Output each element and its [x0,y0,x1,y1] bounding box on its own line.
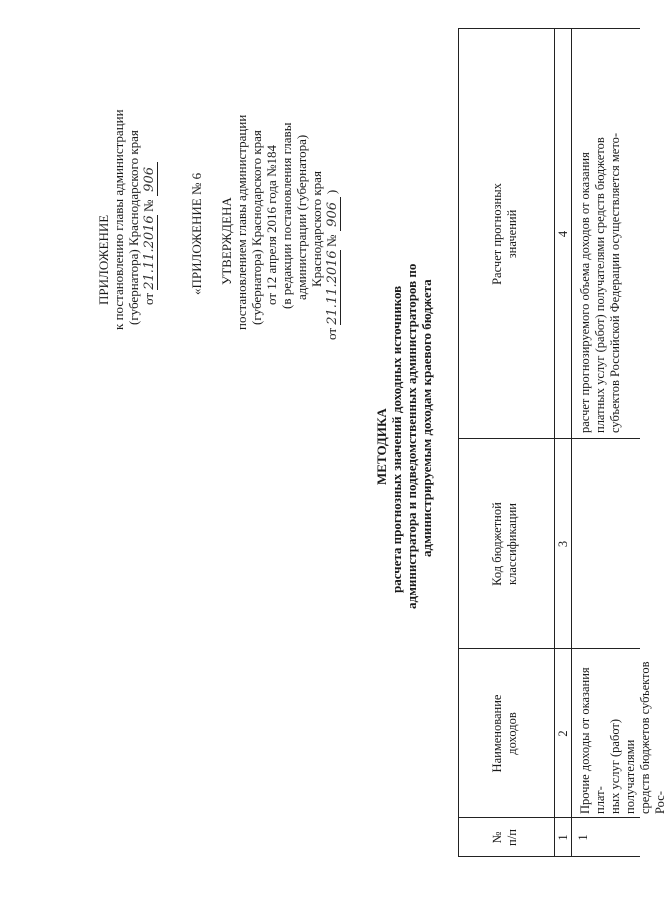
approval-line-2: (губернатора) Краснодарского края [249,130,264,325]
header-3-line-b: классификации [505,503,519,585]
header-3-line-a: Код бюджетной [490,502,504,586]
table-border-top [458,28,459,857]
appendix-date-line [141,162,158,305]
header-4-line-b: значений [505,209,519,259]
header-cell-4 [490,29,520,439]
appendix-date-handwritten: 21.11.2016 [142,215,157,290]
row-1-name-line-1: Прочие доходы от оказания плат- [578,667,607,814]
appendix-title: ПРИЛОЖЕНИЕ [96,214,111,305]
method-line-1: расчета прогнозных значений доходных источников [389,285,404,593]
header-2-line-a: Наименование [490,694,504,773]
header-1-line-a: № [490,831,504,844]
method-line-2: администратора и подведомственных администраторов по [404,263,419,609]
header-1-line-b: п/п [505,829,519,846]
approval-no: № [324,234,339,248]
approval-appendix-6: «ПРИЛОЖЕНИЕ № 6 [189,172,204,295]
approval-ot: от [324,327,339,340]
row-1-name-line-3: средств бюджетов субъектов Рос- [638,661,667,814]
approval-number-handwritten: 906 [325,197,341,231]
approval-line-1: постановлением главы администрации [234,114,249,330]
table-header-divider [554,28,555,857]
approval-line-5: администрации (губернатора) [294,134,309,300]
row-1-calculation [578,33,623,433]
header-2-line-b: доходов [505,712,519,755]
appendix-line-2: (губернатора) Краснодарского края [126,130,141,325]
appendix-line-1: к постановлению главы администрации [111,109,126,330]
methodology-table [458,28,667,857]
row-1-calc-line-2: платных услуг (работ) получателями средств бюджетов [593,137,607,433]
col-number-2: 2 [556,730,570,737]
table-border-right [458,28,640,29]
col-number-4: 4 [556,230,570,238]
row-1-number: 1 [576,834,590,841]
appendix-no: № [141,199,156,213]
col-number-1: 1 [556,834,570,841]
header-cell-2 [490,649,520,818]
table-number-row-divider [571,28,572,857]
approval-line-6: Краснодарского края [309,171,324,287]
header-cell-1 [490,818,520,857]
row-1-calc-line-3: субъектов Российской Федерации осуществляется мето- [608,132,622,433]
appendix-ot: от [141,292,156,305]
appendix-number-handwritten: 906 [142,162,158,196]
approval-line-4: (в редакции постановления главы [279,122,294,309]
approval-date-handwritten: 21.11.2016 [325,250,340,325]
table-divider-3 [458,438,640,439]
col-number-3: 3 [556,540,570,548]
method-line-3: администрируемым доходам краевого бюджета [419,279,434,557]
table-divider-2 [458,648,640,649]
method-title: МЕТОДИКА [374,408,389,485]
approval-date-line [324,190,341,340]
table-border-left [458,856,640,857]
row-1-name-line-2: ных услуг (работ) получателями [608,718,637,814]
table-divider-1 [458,817,640,818]
header-4-line-a: Расчет прогнозных [490,183,504,285]
approval-close-paren: ) [324,189,339,195]
row-1-calc-line-1: расчет прогнозируемого объема доходов от оказания [578,152,592,433]
row-1-name [578,651,668,814]
approval-line-3: от 12 апреля 2016 года №184 [264,145,279,305]
header-cell-3 [490,439,520,649]
approval-utverzhdena: УТВЕРЖДЕНА [219,197,234,285]
